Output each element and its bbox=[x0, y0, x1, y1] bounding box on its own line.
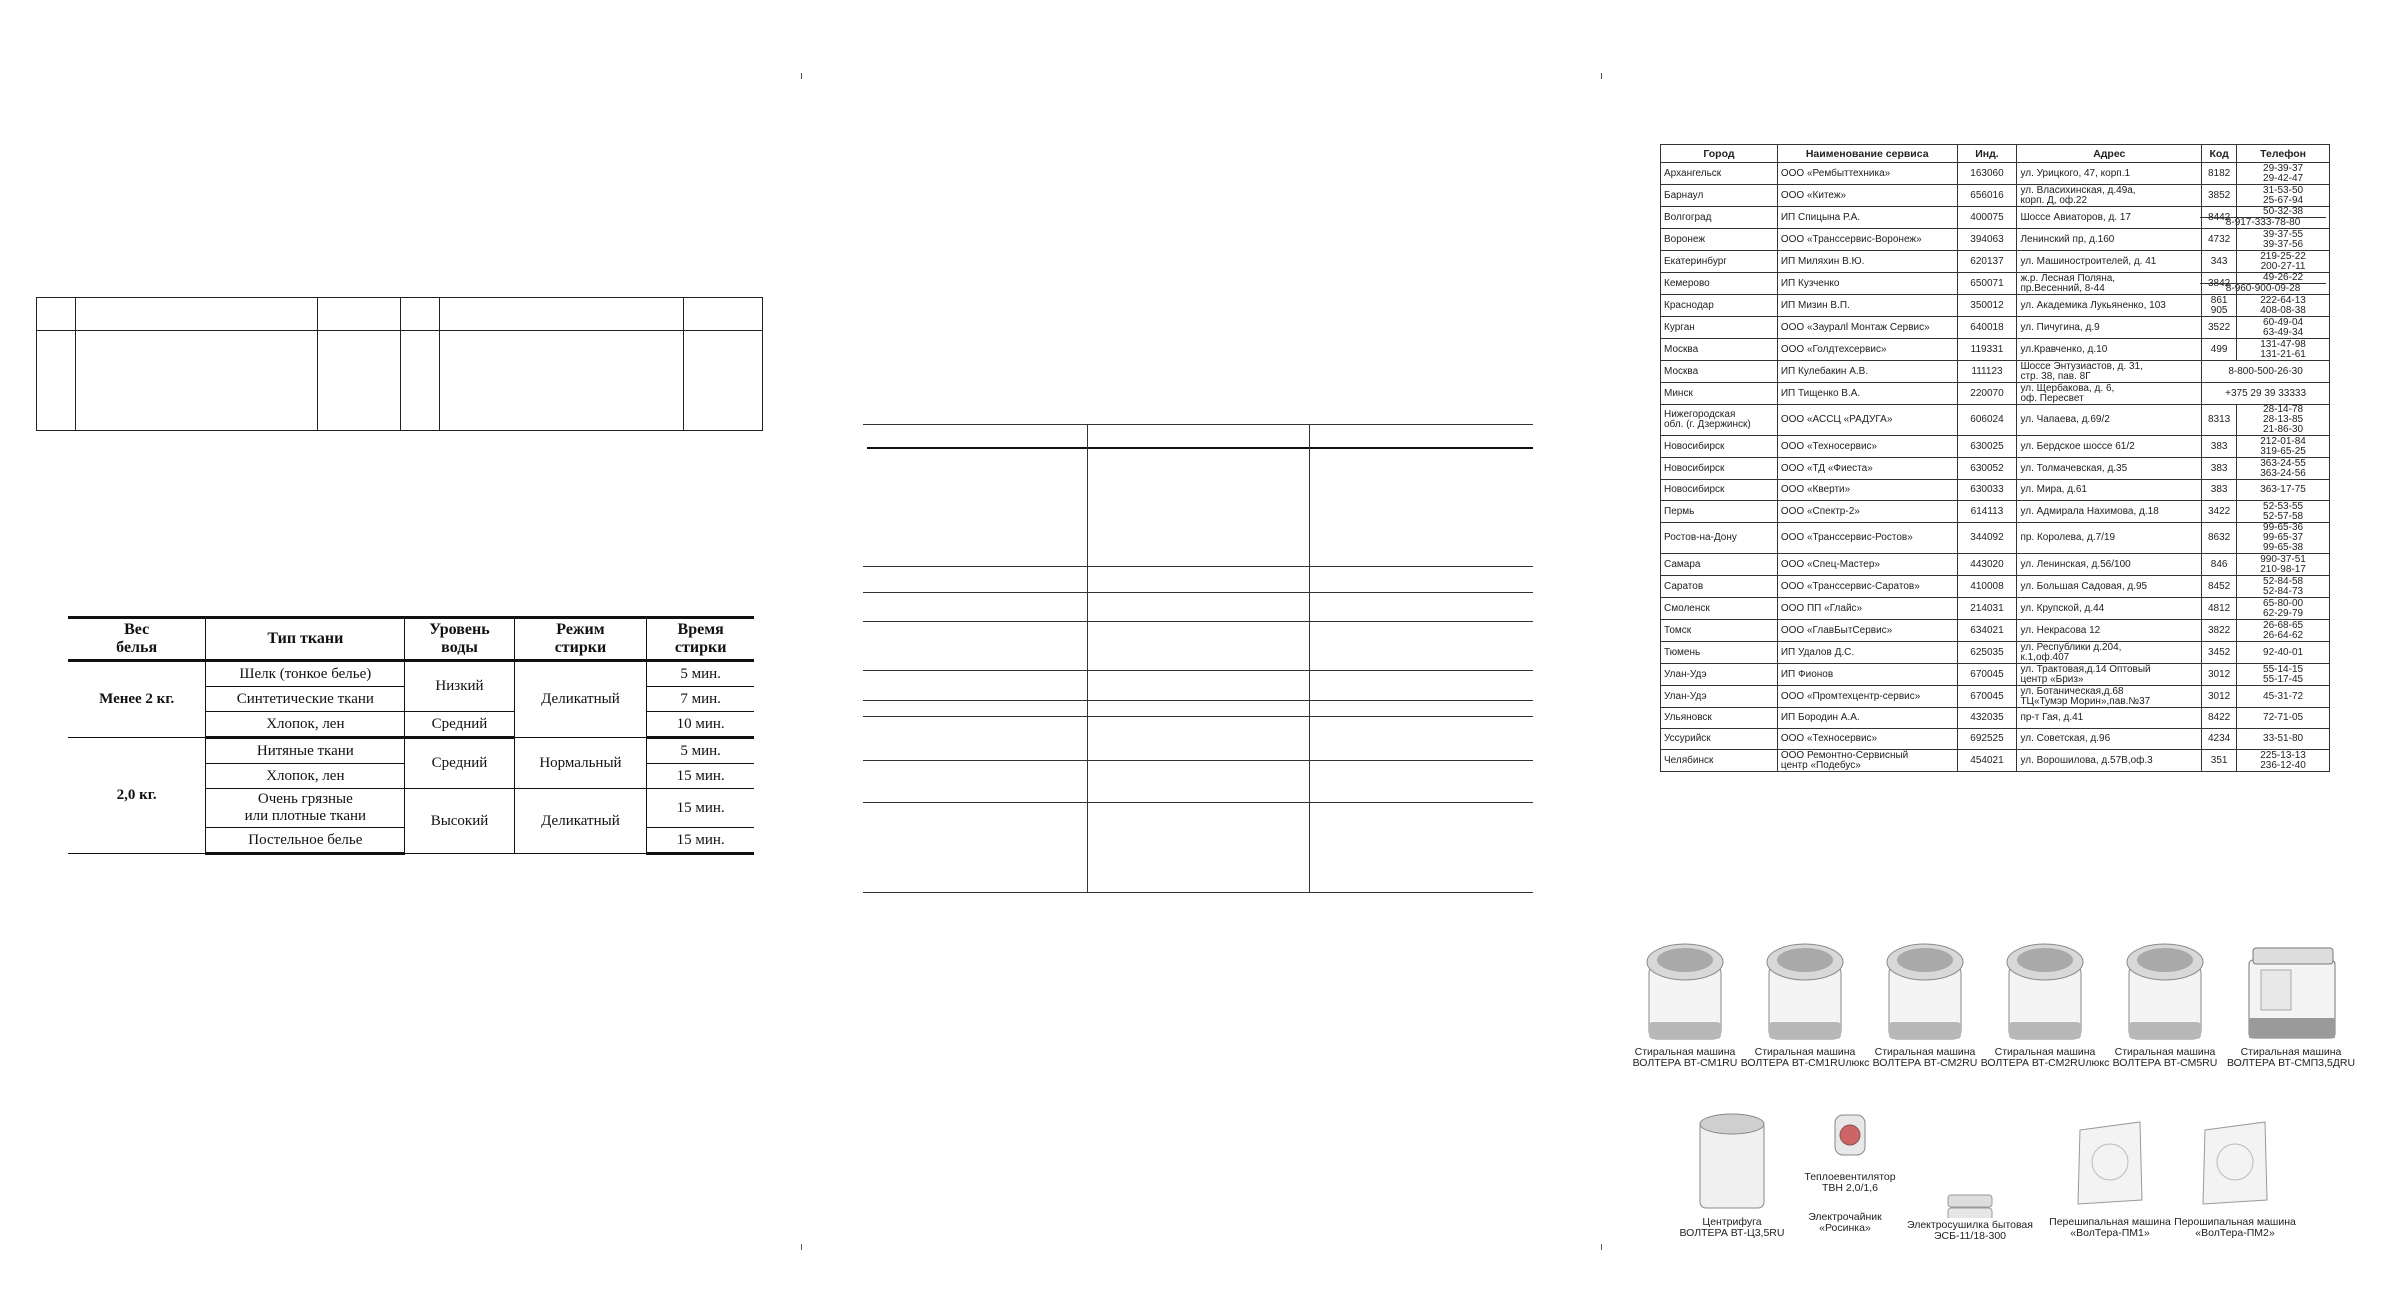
service-row bbox=[1661, 251, 2330, 273]
service-address-cell: ул. Мира, д.61 bbox=[2017, 480, 2202, 501]
service-row bbox=[1661, 229, 2330, 251]
water-cell: Низкий bbox=[405, 661, 514, 712]
water-cell: Средний bbox=[405, 712, 514, 738]
header-mode: Режим стирки bbox=[514, 618, 647, 661]
service-address-cell: пр-т Гая, д.41 bbox=[2017, 708, 2202, 729]
service-phone-cell: 60-49-04 63-49-34 bbox=[2237, 317, 2330, 339]
service-name-cell: ООО Ремонтно-Сервисный центр «Подебус» bbox=[1777, 750, 1957, 772]
service-index-cell: 614113 bbox=[1957, 501, 2017, 523]
product-item bbox=[1790, 1150, 1900, 1234]
service-city-cell: Архангельск bbox=[1661, 163, 1778, 185]
fabric-cell: Синтетические ткани bbox=[206, 687, 405, 712]
service-code-cell: 4732 bbox=[2202, 229, 2237, 251]
header-index: Инд. bbox=[1957, 145, 2017, 163]
service-name-cell: ООО «Промтехцентр-сервис» bbox=[1777, 686, 1957, 708]
service-code-cell: 383 bbox=[2202, 458, 2237, 480]
service-address-cell: ул. Ленинская, д.56/100 bbox=[2017, 554, 2202, 576]
service-phone-cell: 26-68-65 26-64-62 bbox=[2237, 620, 2330, 642]
service-row bbox=[1661, 729, 2330, 750]
service-index-cell: 630052 bbox=[1957, 458, 2017, 480]
product-caption: Стиральная машина ВОЛТЕРА ВТ-СМ5RU bbox=[2112, 1046, 2218, 1069]
service-city-cell: Барнаул bbox=[1661, 185, 1778, 207]
service-address-cell: ул. Пичугина, д.9 bbox=[2017, 317, 2202, 339]
service-code-cell: 3842 bbox=[2202, 273, 2237, 295]
service-address-cell: ул. Бердское шоссе 61/2 bbox=[2017, 436, 2202, 458]
service-phone-cell: 99-65-36 99-65-37 99-65-38 bbox=[2237, 523, 2330, 554]
service-index-cell: 443020 bbox=[1957, 554, 2017, 576]
service-name-cell: ООО «ТД «Фиеста» bbox=[1777, 458, 1957, 480]
service-index-cell: 350012 bbox=[1957, 295, 2017, 317]
service-code-cell: 3522 bbox=[2202, 317, 2237, 339]
service-name-cell: ИП Кузченко bbox=[1777, 273, 1957, 295]
service-row bbox=[1661, 620, 2330, 642]
service-city-cell: Челябинск bbox=[1661, 750, 1778, 772]
service-row bbox=[1661, 686, 2330, 708]
service-city-cell: Пермь bbox=[1661, 501, 1778, 523]
service-phone-cell: 219-25-22 200-27-11 bbox=[2237, 251, 2330, 273]
service-index-cell: 111123 bbox=[1957, 361, 2017, 383]
service-index-cell: 163060 bbox=[1957, 163, 2017, 185]
service-index-cell: 692525 bbox=[1957, 729, 2017, 750]
service-name-cell: ИП Фионов bbox=[1777, 664, 1957, 686]
service-code-cell: 3822 bbox=[2202, 620, 2237, 642]
service-row bbox=[1661, 480, 2330, 501]
product-item bbox=[1740, 930, 1870, 1069]
service-address-cell: ул. Толмачевская, д.35 bbox=[2017, 458, 2202, 480]
service-row bbox=[1661, 163, 2330, 185]
kettle-icon bbox=[1795, 1150, 1895, 1210]
weight-cell: Менее 2 кг. bbox=[68, 661, 206, 738]
service-row bbox=[1661, 383, 2330, 405]
service-phone-extra: 8-960-900-09-28 bbox=[2200, 283, 2326, 294]
service-address-cell: ул. Большая Садовая, д.95 bbox=[2017, 576, 2202, 598]
product-item bbox=[1667, 1100, 1797, 1239]
wash-mode-table bbox=[68, 616, 754, 855]
service-address-cell: ул. Крупской, д.44 bbox=[2017, 598, 2202, 620]
washer-icon bbox=[2115, 930, 2215, 1045]
service-code-cell: 861 905 bbox=[2202, 295, 2237, 317]
service-row bbox=[1661, 339, 2330, 361]
service-row bbox=[1661, 273, 2330, 295]
service-index-cell: 432035 bbox=[1957, 708, 2017, 729]
service-index-cell: 656016 bbox=[1957, 185, 2017, 207]
time-cell: 15 мин. bbox=[647, 789, 754, 828]
product-item bbox=[2100, 930, 2230, 1069]
service-index-cell: 394063 bbox=[1957, 229, 2017, 251]
service-row bbox=[1661, 642, 2330, 664]
crop-mark bbox=[801, 1244, 802, 1250]
service-address-cell: ул. Советская, д.96 bbox=[2017, 729, 2202, 750]
fabric-cell: Постельное белье bbox=[206, 828, 405, 854]
service-phone-cell: 55-14-15 55-17-45 bbox=[2237, 664, 2330, 686]
service-name-cell: ООО «Кверти» bbox=[1777, 480, 1957, 501]
service-address-cell: ул. Щербакова, д. 6, оф. Пересвет bbox=[2017, 383, 2202, 405]
service-centers-table bbox=[1660, 144, 2330, 772]
plucker-icon bbox=[2060, 1100, 2160, 1215]
crop-mark bbox=[801, 73, 802, 79]
service-row bbox=[1661, 405, 2330, 436]
product-caption: Теплоевентилятор ТВН 2,0/1,6 bbox=[1804, 1171, 1896, 1194]
service-address-cell: Шоссе Авиаторов, д. 17 bbox=[2017, 207, 2202, 229]
service-code-cell: 3012 bbox=[2202, 664, 2237, 686]
crop-mark bbox=[1601, 1244, 1602, 1250]
service-name-cell: ООО «Транссервис-Саратов» bbox=[1777, 576, 1957, 598]
service-address-cell: Шоссе Энтузиастов, д. 31, стр. 38, пав. 8Г bbox=[2017, 361, 2202, 383]
header-fabric: Тип ткани bbox=[206, 618, 405, 661]
header-code: Код bbox=[2202, 145, 2237, 163]
service-code-cell: 8442 bbox=[2202, 207, 2237, 229]
twin-tub-icon bbox=[2241, 930, 2341, 1045]
service-code-cell: 343 bbox=[2202, 251, 2237, 273]
service-code-cell: 3452 bbox=[2202, 642, 2237, 664]
service-row bbox=[1661, 598, 2330, 620]
time-cell: 5 мин. bbox=[647, 661, 754, 687]
service-name-cell: ИП Тищенко В.А. bbox=[1777, 383, 1957, 405]
service-phone-cell: 39-37-55 39-37-56 bbox=[2237, 229, 2330, 251]
header-city: Город bbox=[1661, 145, 1778, 163]
fabric-cell: Нитяные ткани bbox=[206, 738, 405, 764]
header-water: Уровень воды bbox=[405, 618, 514, 661]
service-city-cell: Ульяновск bbox=[1661, 708, 1778, 729]
time-cell: 15 мин. bbox=[647, 764, 754, 789]
service-city-cell: Курган bbox=[1661, 317, 1778, 339]
service-address-cell: ул. Урицкого, 47, корп.1 bbox=[2017, 163, 2202, 185]
weight-cell: 2,0 кг. bbox=[68, 738, 206, 854]
service-code-cell: 351 bbox=[2202, 750, 2237, 772]
service-index-cell: 650071 bbox=[1957, 273, 2017, 295]
service-code-cell: 3012 bbox=[2202, 686, 2237, 708]
service-code-cell: 8182 bbox=[2202, 163, 2237, 185]
service-index-cell: 119331 bbox=[1957, 339, 2017, 361]
service-name-cell: ООО «Китеж» bbox=[1777, 185, 1957, 207]
service-city-cell: Самара bbox=[1661, 554, 1778, 576]
product-item bbox=[1905, 1150, 2035, 1242]
service-city-cell: Воронеж bbox=[1661, 229, 1778, 251]
service-name-cell: ИП Мизин В.П. bbox=[1777, 295, 1957, 317]
header-weight: Вес белья bbox=[68, 618, 206, 661]
water-cell: Высокий bbox=[405, 789, 514, 854]
service-phone-cell: 92-40-01 bbox=[2237, 642, 2330, 664]
service-name-cell: ООО «Техносервис» bbox=[1777, 436, 1957, 458]
service-city-cell: Саратов bbox=[1661, 576, 1778, 598]
service-address-cell: ул. Трактовая,д.14 Оптовый центр «Бриз» bbox=[2017, 664, 2202, 686]
service-phone-cell: 33-51-80 bbox=[2237, 729, 2330, 750]
service-row bbox=[1661, 750, 2330, 772]
service-city-cell: Новосибирск bbox=[1661, 458, 1778, 480]
product-caption: Электросушилка бытовая ЭСБ-11/18-300 bbox=[1907, 1219, 2033, 1242]
service-address-cell: ул. Ворошилова, д.57В,оф.3 bbox=[2017, 750, 2202, 772]
fabric-cell: Шелк (тонкое белье) bbox=[206, 661, 405, 687]
service-index-cell: 670045 bbox=[1957, 664, 2017, 686]
service-phone-cell: 52-84-58 52-84-73 bbox=[2237, 576, 2330, 598]
service-phone-cell: 29-39-37 29-42-47 bbox=[2237, 163, 2330, 185]
washer-icon bbox=[1635, 930, 1735, 1045]
service-city-cell: Москва bbox=[1661, 339, 1778, 361]
service-code-cell: 383 bbox=[2202, 436, 2237, 458]
service-address-cell: ул. Адмирала Нахимова, д.18 bbox=[2017, 501, 2202, 523]
washer-icon bbox=[1875, 930, 1975, 1045]
service-city-cell: Екатеринбург bbox=[1661, 251, 1778, 273]
service-name-cell: ИП Кулебакин А.В. bbox=[1777, 361, 1957, 383]
service-row bbox=[1661, 295, 2330, 317]
service-code-cell: 3422 bbox=[2202, 501, 2237, 523]
service-address-cell: ж.р. Лесная Поляна, пр.Весенний, 8-44 bbox=[2017, 273, 2202, 295]
product-caption: Стиральная машина ВОЛТЕРА ВТ-СМ2RUлюкс bbox=[1980, 1046, 2110, 1069]
service-phone-cell: 363-17-75 bbox=[2237, 480, 2330, 501]
product-item bbox=[1860, 930, 1990, 1069]
service-index-cell: 410008 bbox=[1957, 576, 2017, 598]
service-index-cell: 400075 bbox=[1957, 207, 2017, 229]
service-city-cell: Смоленск bbox=[1661, 598, 1778, 620]
service-index-cell: 220070 bbox=[1957, 383, 2017, 405]
service-address-cell: ул. Машиностроителей, д. 41 bbox=[2017, 251, 2202, 273]
product-caption: Перошипальная машина «ВолТера-ПМ2» bbox=[2174, 1216, 2296, 1239]
service-row bbox=[1661, 317, 2330, 339]
service-phone-extra: 8-917-333-78-80 bbox=[2200, 217, 2326, 228]
service-row bbox=[1661, 501, 2330, 523]
water-cell: Средний bbox=[405, 738, 514, 789]
service-city-cell: Волгоград bbox=[1661, 207, 1778, 229]
service-city-cell: Новосибирск bbox=[1661, 480, 1778, 501]
service-code-cell: 4234 bbox=[2202, 729, 2237, 750]
service-index-cell: 630033 bbox=[1957, 480, 2017, 501]
service-name-cell: ООО «Зауралl Монтаж Сервис» bbox=[1777, 317, 1957, 339]
service-city-cell: Уссурийск bbox=[1661, 729, 1778, 750]
service-name-cell: ООО «Техносервис» bbox=[1777, 729, 1957, 750]
service-code-cell: 846 bbox=[2202, 554, 2237, 576]
service-index-cell: 454021 bbox=[1957, 750, 2017, 772]
service-row bbox=[1661, 576, 2330, 598]
service-city-cell: Краснодар bbox=[1661, 295, 1778, 317]
product-caption: Центрифуга ВОЛТЕРА ВТ-Ц3,5RU bbox=[1679, 1216, 1785, 1239]
service-phone-cell: 363-24-55 363-24-56 bbox=[2237, 458, 2330, 480]
service-phone-cell: 72-71-05 bbox=[2237, 708, 2330, 729]
product-item bbox=[2226, 930, 2356, 1069]
service-phone-cell: 52-53-55 52-57-58 bbox=[2237, 501, 2330, 523]
time-cell: 5 мин. bbox=[647, 738, 754, 764]
service-code-cell: 8313 bbox=[2202, 405, 2237, 436]
service-name-cell: ИП Бородин А.А. bbox=[1777, 708, 1957, 729]
washer-icon bbox=[1995, 930, 2095, 1045]
service-code-cell: 8632 bbox=[2202, 523, 2237, 554]
service-city-cell: Ростов-на-Дону bbox=[1661, 523, 1778, 554]
fabric-cell: Хлопок, лен bbox=[206, 764, 405, 789]
service-name-cell: ИП Миляхин В.Ю. bbox=[1777, 251, 1957, 273]
service-city-cell: Нижегородская обл. (г. Дзержинск) bbox=[1661, 405, 1778, 436]
fabric-cell: Очень грязные или плотные ткани bbox=[206, 789, 405, 828]
service-phone-cell: 49-26-22 8-960-900-09-28 bbox=[2237, 273, 2330, 295]
crop-mark bbox=[1601, 73, 1602, 79]
service-code-cell: +375 29 39 33333 bbox=[2202, 383, 2330, 405]
service-address-cell: ул.Кравченко, д.10 bbox=[2017, 339, 2202, 361]
product-item bbox=[1980, 930, 2110, 1069]
service-index-cell: 670045 bbox=[1957, 686, 2017, 708]
service-address-cell: ул. Власихинская, д.49а, корп. Д, оф.22 bbox=[2017, 185, 2202, 207]
service-index-cell: 634021 bbox=[1957, 620, 2017, 642]
product-caption: Стиральная машина ВОЛТЕРА ВТ-СМ1RU bbox=[1632, 1046, 1738, 1069]
service-address-cell: ул. Ботаническая,д.68 ТЦ«Тумэр Морин»,пав.№37 bbox=[2017, 686, 2202, 708]
service-city-cell: Новосибирск bbox=[1661, 436, 1778, 458]
service-address-cell: ул. Республики д.204, к.1,оф.407 bbox=[2017, 642, 2202, 664]
service-city-cell: Кемерово bbox=[1661, 273, 1778, 295]
service-index-cell: 606024 bbox=[1957, 405, 2017, 436]
service-code-cell: 3852 bbox=[2202, 185, 2237, 207]
service-index-cell: 640018 bbox=[1957, 317, 2017, 339]
service-index-cell: 620137 bbox=[1957, 251, 2017, 273]
service-phone-cell: 28-14-78 28-13-85 21-86-30 bbox=[2237, 405, 2330, 436]
service-name-cell: ИП Спицына Р.А. bbox=[1777, 207, 1957, 229]
service-name-cell: ИП Удалов Д.С. bbox=[1777, 642, 1957, 664]
time-cell: 15 мин. bbox=[647, 828, 754, 854]
service-phone-cell: 212-01-84 319-65-25 bbox=[2237, 436, 2330, 458]
service-code-cell: 8-800-500-26-30 bbox=[2202, 361, 2330, 383]
service-row bbox=[1661, 458, 2330, 480]
service-name-cell: ООО ПП «Глайс» bbox=[1777, 598, 1957, 620]
service-name-cell: ООО «Спец-Мастер» bbox=[1777, 554, 1957, 576]
service-address-cell: пр. Королева, д.7/19 bbox=[2017, 523, 2202, 554]
service-city-cell: Тюмень bbox=[1661, 642, 1778, 664]
service-phone-cell: 222-64-13 408-08-38 bbox=[2237, 295, 2330, 317]
service-city-cell: Москва bbox=[1661, 361, 1778, 383]
product-item bbox=[1620, 930, 1750, 1069]
service-code-cell: 383 bbox=[2202, 480, 2237, 501]
service-name-cell: ООО «Спектр-2» bbox=[1777, 501, 1957, 523]
service-name-cell: ООО «Голдтехсервис» bbox=[1777, 339, 1957, 361]
empty-table-middle bbox=[863, 424, 1533, 893]
service-address-cell: ул. Чапаева, д.69/2 bbox=[2017, 405, 2202, 436]
product-item bbox=[2045, 1100, 2175, 1239]
service-name-cell: ООО «АССЦ «РАДУГА» bbox=[1777, 405, 1957, 436]
spinner-icon bbox=[1682, 1100, 1782, 1215]
service-address-cell: ул. Академика Лукьяненко, 103 bbox=[2017, 295, 2202, 317]
product-caption: Перешипальная машина «ВолТера-ПМ1» bbox=[2049, 1216, 2171, 1239]
service-index-cell: 630025 bbox=[1957, 436, 2017, 458]
plucker-icon bbox=[2185, 1100, 2285, 1215]
service-city-cell: Томск bbox=[1661, 620, 1778, 642]
service-name-cell: ООО «Транссервис-Ростов» bbox=[1777, 523, 1957, 554]
service-city-cell: Улан-Удэ bbox=[1661, 686, 1778, 708]
mode-cell: Нормальный bbox=[514, 738, 647, 789]
service-row bbox=[1661, 207, 2330, 229]
product-caption: Стиральная машина ВОЛТЕРА ВТ-СМ1RUлюкс bbox=[1740, 1046, 1870, 1069]
service-code-cell: 8422 bbox=[2202, 708, 2237, 729]
service-index-cell: 214031 bbox=[1957, 598, 2017, 620]
service-name-cell: ООО «ГлавБытСервис» bbox=[1777, 620, 1957, 642]
service-phone-cell: 131-47-98 131-21-61 bbox=[2237, 339, 2330, 361]
washer-icon bbox=[1755, 930, 1855, 1045]
service-row bbox=[1661, 436, 2330, 458]
product-caption: Стиральная машина ВОЛТЕРА ВТ-СМ2RU bbox=[1872, 1046, 1978, 1069]
fabric-cell: Хлопок, лен bbox=[206, 712, 405, 738]
service-code-cell: 4812 bbox=[2202, 598, 2237, 620]
service-address-cell: Ленинский пр, д.160 bbox=[2017, 229, 2202, 251]
service-phone-cell: 225-13-13 236-12-40 bbox=[2237, 750, 2330, 772]
product-caption: Электрочайник «Росинка» bbox=[1808, 1211, 1882, 1234]
service-city-cell: Минск bbox=[1661, 383, 1778, 405]
mode-cell: Деликатный bbox=[514, 661, 647, 738]
service-row bbox=[1661, 554, 2330, 576]
service-index-cell: 344092 bbox=[1957, 523, 2017, 554]
service-phone-cell: 990-37-51 210-98-17 bbox=[2237, 554, 2330, 576]
header-service-name: Наименование сервиса bbox=[1777, 145, 1957, 163]
time-cell: 10 мин. bbox=[647, 712, 754, 738]
product-item bbox=[2170, 1100, 2300, 1239]
service-row bbox=[1661, 708, 2330, 729]
service-code-cell: 499 bbox=[2202, 339, 2237, 361]
service-city-cell: Улан-Удэ bbox=[1661, 664, 1778, 686]
time-cell: 7 мин. bbox=[647, 687, 754, 712]
service-name-cell: ООО «Транссервис-Воронеж» bbox=[1777, 229, 1957, 251]
service-row bbox=[1661, 361, 2330, 383]
product-caption: Стиральная машина ВОЛТЕРА ВТ-СМП3,5ДRU bbox=[2226, 1046, 2356, 1069]
service-phone-cell: 65-80-00 62-29-79 bbox=[2237, 598, 2330, 620]
service-address-cell: ул. Некрасова 12 bbox=[2017, 620, 2202, 642]
empty-table-left bbox=[36, 297, 763, 431]
mode-cell: Деликатный bbox=[514, 789, 647, 854]
service-name-cell: ООО «Рембыттехника» bbox=[1777, 163, 1957, 185]
service-index-cell: 625035 bbox=[1957, 642, 2017, 664]
dryer-icon bbox=[1920, 1150, 2020, 1218]
service-row bbox=[1661, 185, 2330, 207]
service-row bbox=[1661, 664, 2330, 686]
service-phone-cell: 31-53-50 25-67-94 bbox=[2237, 185, 2330, 207]
header-phone: Телефон bbox=[2237, 145, 2330, 163]
service-row bbox=[1661, 523, 2330, 554]
header-time: Время стирки bbox=[647, 618, 754, 661]
header-address: Адрес bbox=[2017, 145, 2202, 163]
service-phone-cell: 45-31-72 bbox=[2237, 686, 2330, 708]
service-code-cell: 8452 bbox=[2202, 576, 2237, 598]
service-phone-cell: 50-32-38 8-917-333-78-80 bbox=[2237, 207, 2330, 229]
